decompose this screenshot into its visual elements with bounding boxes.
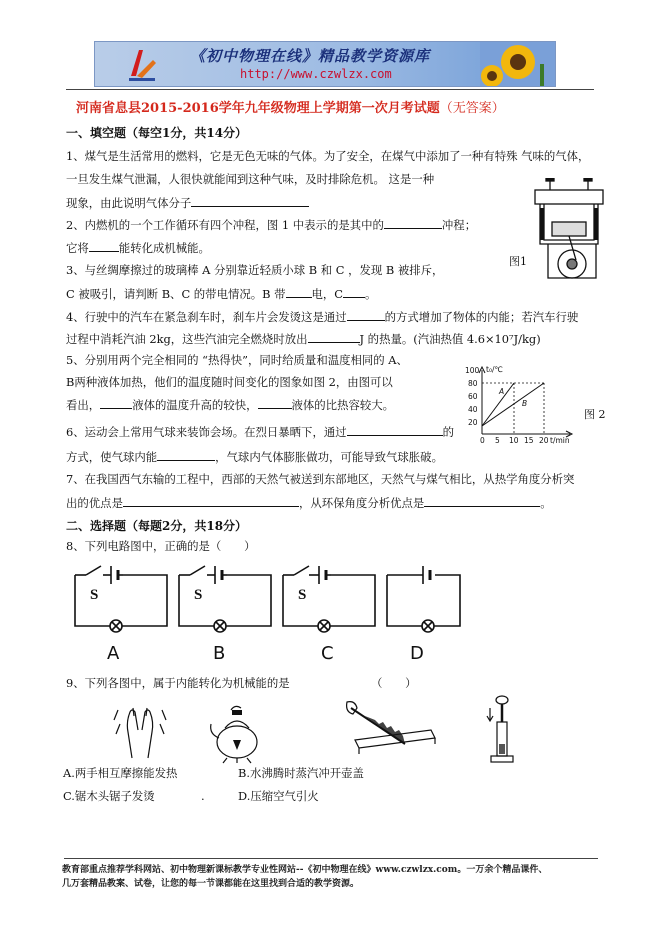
q9-option-b: B.水沸腾时蒸汽冲开壶盖 [238, 766, 364, 780]
tick-y-60: 60 [468, 392, 478, 401]
y-axis-label: t₀/℃ [486, 365, 503, 374]
switch-label: S [90, 587, 99, 603]
figure1-label: 图1 [509, 255, 527, 268]
q6-text-b: 的 [442, 425, 455, 439]
boiling-kettle-illustration [205, 700, 271, 764]
q5-line1: 5、分别用两个完全相同的 “热得快”，同时给质量和温度相同的 A、 [66, 353, 408, 367]
circuit-a [75, 566, 167, 632]
engine-diagram [530, 178, 610, 286]
q1-line2: 一旦发生煤气泄漏，人很快就能闻到这种气味，及时排除危机。 这是一种 [66, 172, 435, 186]
answer-blank [347, 424, 443, 436]
tick-x-20: 20 [539, 436, 549, 445]
site-logo-icon [125, 46, 159, 82]
q5-line3 [66, 397, 394, 413]
figure2-label: 图 2 [584, 408, 606, 421]
q6-text-d: ，气球内气体膨胀做功，可能导致气球胀破。 [215, 450, 443, 464]
banner-title: 《初中物理在线》精品教学资源库 [190, 47, 431, 65]
sunflower-icon [480, 42, 555, 86]
switch-label: S [298, 587, 307, 603]
circuit-d [387, 566, 460, 632]
tick-y-80: 80 [468, 379, 478, 388]
q9-dot: . [201, 789, 205, 803]
answer-blank [100, 397, 132, 409]
q4-line1 [66, 309, 578, 325]
answer-blank [191, 195, 309, 207]
footer-rule [64, 858, 598, 859]
footer-line2: 几万套精品教案、试卷，让您的每一节课都能在这里找到合适的教学资源。 [62, 879, 360, 889]
q3-text: C 被吸引，请判断 B、C 的带电情况。B 带 [66, 287, 286, 301]
q4-line2 [66, 331, 541, 347]
circuit-label-a: A [107, 643, 120, 664]
title-sub: （无答案） [439, 101, 505, 116]
fire-syringe-illustration [486, 694, 520, 766]
q7-text-b: ，从环保角度分析优点是 [298, 496, 425, 510]
document-title [76, 97, 505, 116]
header-rule [66, 89, 594, 90]
sawing-wood-illustration [345, 700, 441, 756]
title-main: 河南省息县2015-2016学年九年级物理上学期第一次月考试题 [76, 101, 440, 116]
footer-line1: 教育部重点推荐学科网站、初中物理新课标教学专业性网站--《初中物理在线》www.czwlzx.com。一万余个精品课件、 [62, 865, 548, 875]
q3-text-b: 电，C [311, 287, 344, 301]
q4-text-d: J 的热量。(汽油热值 4.6×10⁷J/kg) [359, 332, 541, 346]
q2-text: 2、内燃机的一个工作循环有四个冲程，图 1 中表示的是其中的 [66, 218, 384, 232]
tick-y-40: 40 [468, 405, 478, 414]
q7-text: 出的优点是 [66, 496, 123, 510]
q5-text-c: 液体的比热容较大。 [291, 398, 395, 412]
q4-text-c: 过程中消耗汽油 2kg，这些汽油完全燃烧时放出 [66, 332, 308, 346]
answer-blank [157, 449, 215, 461]
q9-paren: （ ） [371, 676, 417, 690]
answer-blank [123, 495, 299, 507]
q6-line2 [66, 449, 443, 465]
switch-label: S [194, 587, 203, 603]
q5-text-b: 液体的温度升高的较快， [132, 398, 258, 412]
q2-text-d: 能转化成机械能。 [118, 241, 210, 255]
q5-line2: B两种液体加热，他们的温度随时间变化的图象如图 2，由图可以 [66, 375, 393, 389]
q4-text-b: 的方式增加了物体的内能；若汽车行驶 [384, 310, 579, 324]
tick-x-10: 10 [509, 436, 519, 445]
q3-line1: 3、与丝绸摩擦过的玻璃棒 A 分别靠近轻质小球 B 和 C ，发现 B 被排斥， [66, 263, 444, 277]
q7-line1: 7、在我国西气东输的工程中，西部的天然气被送到东部地区，天然气与煤气相比，从热学角度分析突 [66, 472, 575, 486]
q2-line1 [66, 217, 476, 233]
q3-line2 [66, 286, 376, 302]
answer-blank [347, 309, 385, 321]
tick-x-5: 5 [495, 436, 500, 445]
circuit-c [283, 566, 375, 632]
tick-y-100: 100 [465, 366, 480, 375]
q9-text: 9、下列各图中，属于内能转化为机械能的是 [66, 676, 290, 690]
circuit-label-d: D [410, 643, 424, 664]
section2-heading: 二、选择题（每题2分，共18分） [66, 519, 248, 533]
q1-line1: 1、煤气是生活常用的燃料，它是无色无味的气体。为了安全，在煤气中添加了一种有特殊 气味的气体， [66, 149, 590, 163]
x-axis-label: t/min [550, 436, 570, 445]
q7-line2 [66, 495, 552, 511]
q5-text: 看出， [66, 398, 101, 412]
q2-line2 [66, 240, 210, 256]
q2-text-b: 冲程； [441, 218, 477, 232]
circuit-b [179, 566, 271, 632]
answer-blank [384, 217, 442, 229]
q9-option-a: A.两手相互摩擦能发热 [63, 766, 178, 780]
tick-x-0: 0 [480, 436, 485, 445]
q9-stem [66, 676, 290, 691]
temperature-graph [462, 364, 582, 446]
circuit-label-b: B [213, 643, 226, 664]
circuit-diagrams [72, 563, 462, 641]
q9-option-c: C.锯木头锯子发烫 [63, 789, 155, 803]
header-banner [94, 41, 556, 87]
q2-text-c: 它将 [66, 241, 89, 255]
q8-stem: 8、下列电路图中，正确的是（ ） [66, 539, 256, 553]
section1-heading: 一、填空题（每空1分，共14分） [66, 126, 248, 140]
answer-blank [424, 495, 540, 507]
answer-blank [89, 240, 119, 252]
q9-option-d: D.压缩空气引火 [238, 789, 319, 803]
q3-text-c: 。 [365, 287, 377, 301]
q1-text: 现象，由此说明气体分子 [66, 196, 192, 210]
tick-x-15: 15 [524, 436, 534, 445]
answer-blank [286, 286, 312, 298]
q6-text: 6、运动会上常用气球来装饰会场。在烈日暴晒下，通过 [66, 425, 347, 439]
answer-blank [308, 331, 360, 343]
line-a-label: A [499, 387, 505, 396]
banner-url: http://www.czwlzx.com [240, 67, 392, 81]
q6-line1 [66, 424, 454, 440]
q7-text-c: 。 [540, 496, 552, 510]
q4-text: 4、行驶中的汽车在紧急刹车时，刹车片会发烫这是通过 [66, 310, 347, 324]
line-b-label: B [522, 399, 528, 408]
answer-blank [258, 397, 292, 409]
circuit-label-c: C [321, 643, 334, 664]
q6-text-c: 方式，使气球内能 [66, 450, 158, 464]
answer-blank [343, 286, 365, 298]
rubbing-hands-illustration [112, 700, 172, 762]
q1-line3 [66, 195, 309, 211]
tick-y-20: 20 [468, 418, 478, 427]
